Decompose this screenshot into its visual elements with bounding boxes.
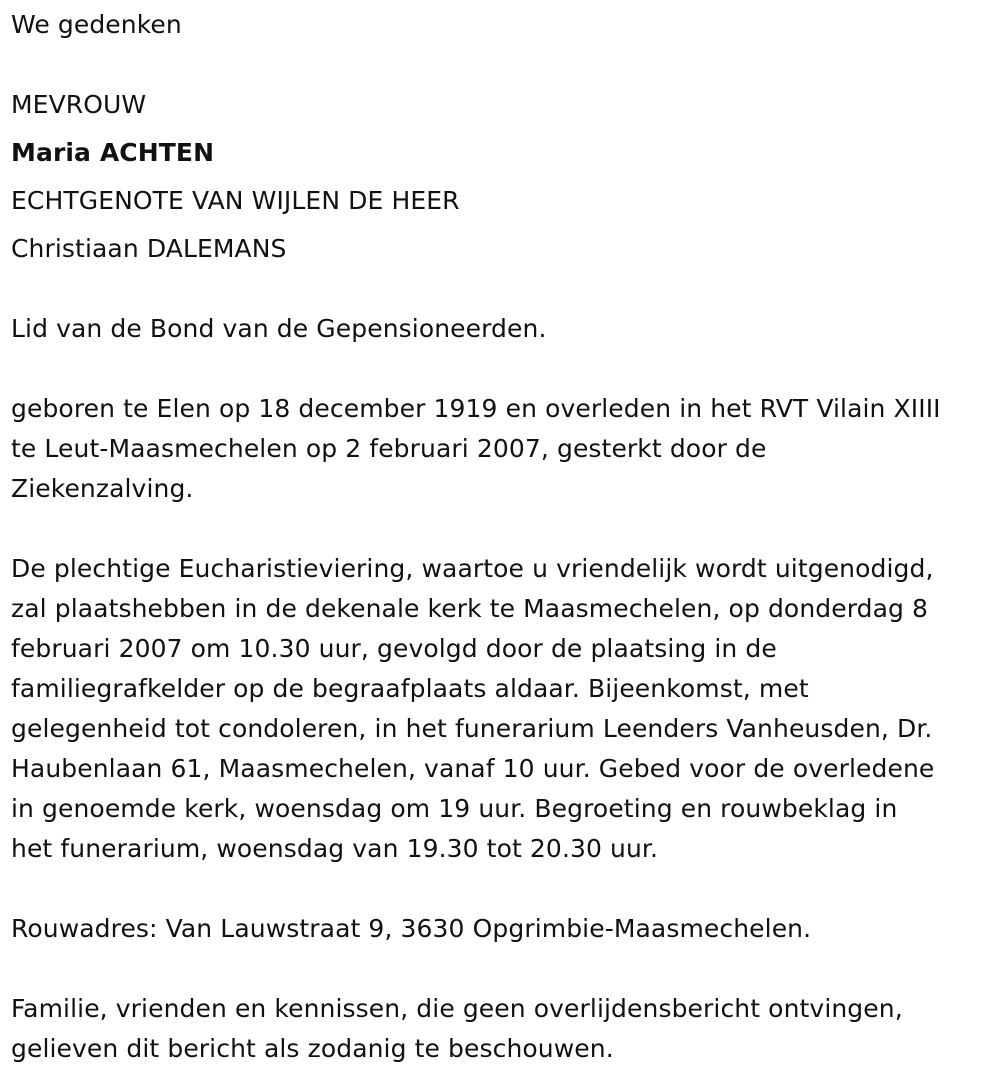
address-text: Rouwadres: Van Lauwstraat 9, 3630 Opgrimbie-Maasmechelen. [11,914,812,943]
spouse-name: Christiaan DALEMANS [11,234,287,263]
title-text: MEVROUW [11,90,147,119]
closing-line: Familie, vrienden en kennissen, die geen overlijdensbericht ontvingen, [11,994,903,1023]
birth-death-line: Ziekenzalving. [11,474,194,503]
birth-death-line: te Leut-Maasmechelen op 2 februari 2007, gesterkt door de [11,434,767,463]
deceased-name: Maria ACHTEN [11,138,215,167]
birth-death-line: geboren te Elen op 18 december 1919 en overleden in het RVT Vilain XIIII [11,394,941,423]
ceremony-line: Haubenlaan 61, Maasmechelen, vanaf 10 uur. Gebed voor de overledene [11,754,935,783]
spouse-label: ECHTGENOTE VAN WIJLEN DE HEER [11,186,460,215]
closing-line: gelieven dit bericht als zodanig te beschouwen. [11,1034,614,1063]
membership-text: Lid van de Bond van de Gepensioneerden. [11,314,547,343]
ceremony-line: De plechtige Eucharistieviering, waartoe u vriendelijk wordt uitgenodigd, [11,554,934,583]
ceremony-line: zal plaatshebben in de dekenale kerk te Maasmechelen, op donderdag 8 [11,594,929,623]
ceremony-line: gelegenheid tot condoleren, in het funerarium Leenders Vanheusden, Dr. [11,714,933,743]
ceremony-line: familiegrafkelder op de begraafplaats aldaar. Bijeenkomst, met [11,674,809,703]
ceremony-line: februari 2007 om 10.30 uur, gevolgd door de plaatsing in de [11,634,777,663]
intro-text: We gedenken [11,10,182,39]
ceremony-line: het funerarium, woensdag van 19.30 tot 20.30 uur. [11,834,659,863]
ceremony-line: in genoemde kerk, woensdag om 19 uur. Begroeting en rouwbeklag in [11,794,898,823]
